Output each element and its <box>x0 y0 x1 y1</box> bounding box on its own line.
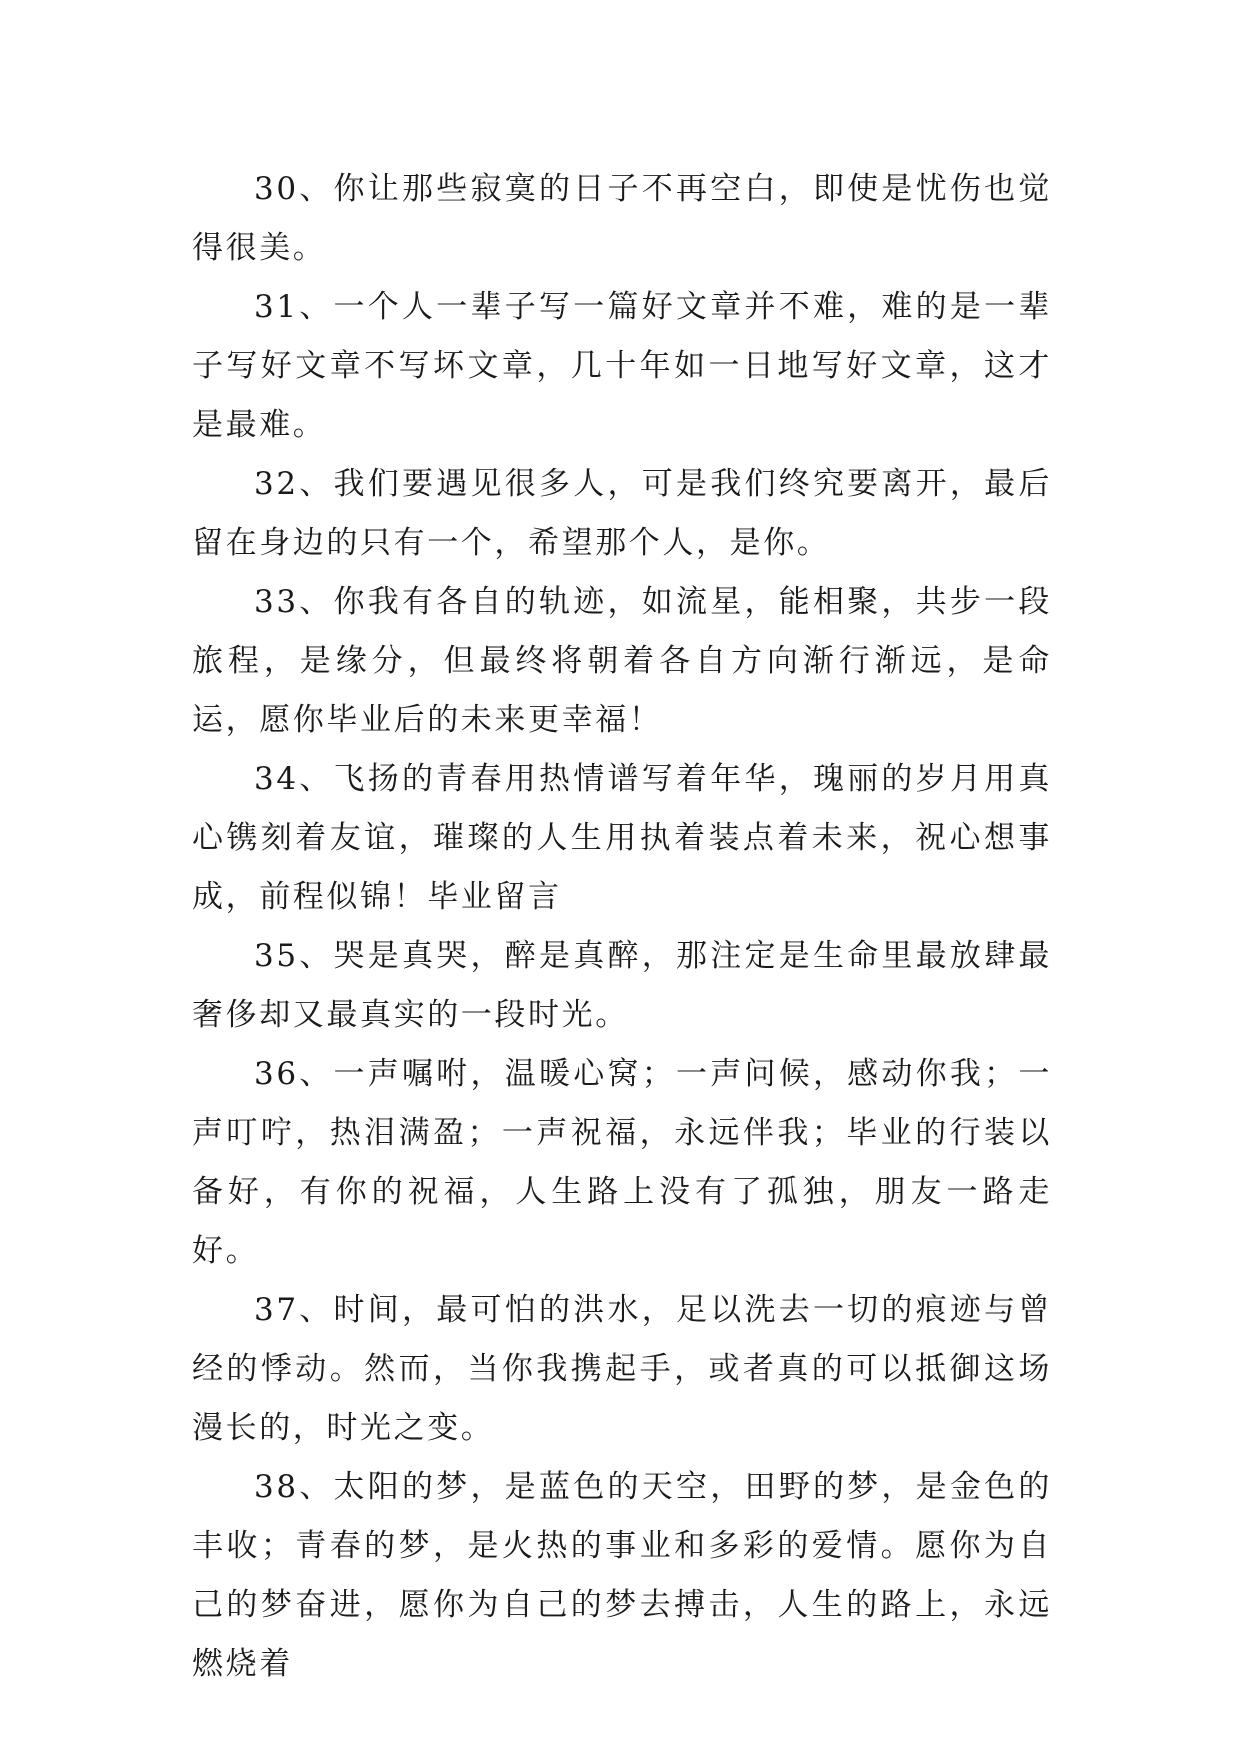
paragraph-32: 32、我们要遇见很多人，可是我们终究要离开，最后留在身边的只有一个，希望那个人，是你。 <box>192 466 1052 561</box>
paragraph-34: 34、飞扬的青春用热情谱写着年华，瑰丽的岁月用真心镌刻着友谊，璀璨的人生用执着装点着未来，祝心想事成，前程似锦！毕业留言 <box>192 761 1052 915</box>
paragraph-30: 30、你让那些寂寞的日子不再空白，即使是忧伤也觉得很美。 <box>192 171 1052 266</box>
document-body <box>192 160 1052 1694</box>
paragraph-37: 37、时间，最可怕的洪水，足以洗去一切的痕迹与曾经的悸动。然而，当你我携起手，或者真的可以抵御这场漫长的，时光之变。 <box>192 1292 1052 1446</box>
paragraph-31: 31、一个人一辈子写一篇好文章并不难，难的是一辈子写好文章不写坏文章，几十年如一日地写好文章，这才是最难。 <box>192 289 1052 443</box>
paragraph-35: 35、哭是真哭，醉是真醉，那注定是生命里最放肆最奢侈却又最真实的一段时光。 <box>192 938 1052 1033</box>
paragraph-36: 36、一声嘱咐，温暖心窝；一声问候，感动你我；一声叮咛，热泪满盈；一声祝福，永远伴我；毕业的行装以备好，有你的祝福，人生路上没有了孤独，朋友一路走好。 <box>192 1056 1052 1269</box>
paragraph-33: 33、你我有各自的轨迹，如流星，能相聚，共步一段旅程，是缘分，但最终将朝着各自方向渐行渐远，是命运，愿你毕业后的未来更幸福！ <box>192 584 1052 738</box>
paragraph-38: 38、太阳的梦，是蓝色的天空，田野的梦，是金色的丰收；青春的梦，是火热的事业和多彩的爱情。愿你为自己的梦奋进，愿你为自己的梦去搏击，人生的路上，永远燃烧着 <box>192 1469 1052 1682</box>
